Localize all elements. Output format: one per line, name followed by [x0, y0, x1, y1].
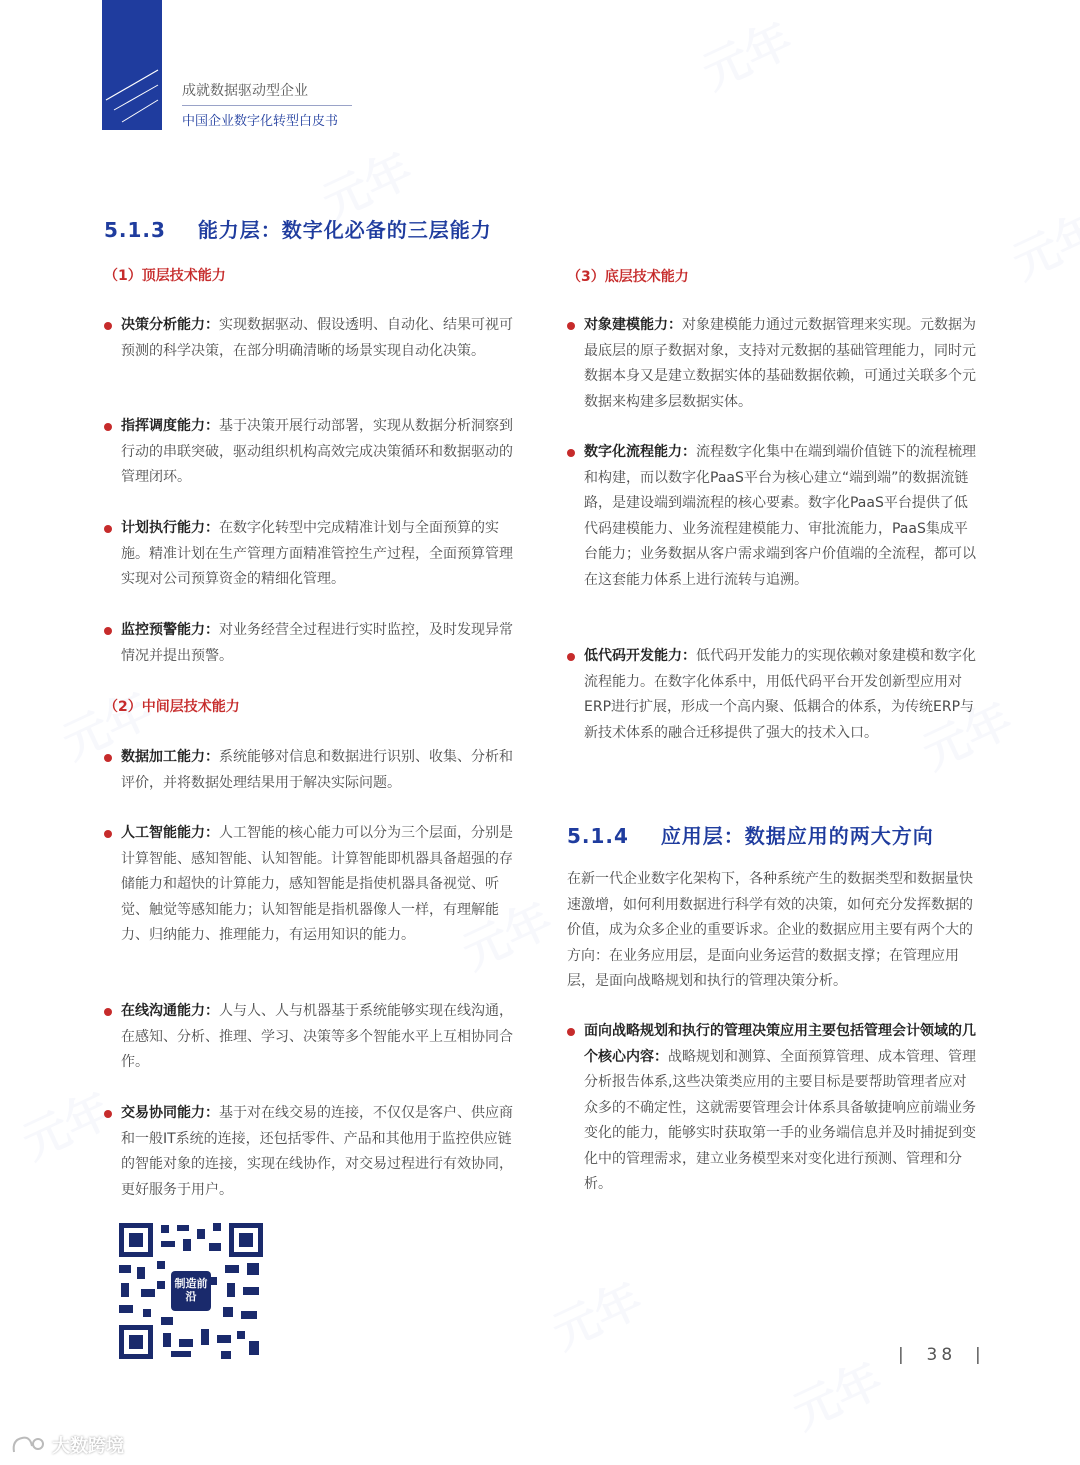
item-text: 系统能够对信息和数据进行识别、收集、分析和评价，并将数据处理结果用于解决实际问题。	[121, 749, 513, 791]
item-label: 数字化流程能力：	[584, 444, 696, 460]
list-item	[121, 745, 516, 796]
list-item	[584, 644, 979, 746]
brand-label: 大数跨境	[52, 1436, 124, 1457]
brand-logo-icon	[10, 1432, 50, 1458]
watermark	[690, 4, 801, 103]
item-label: 低代码开发能力：	[584, 648, 696, 664]
list-item	[584, 313, 979, 415]
item-text: 人与人、人与机器基于系统能够实现在线沟通，在感知、分析、推理、学习、决策等多个智能水平上互相协同合作。	[121, 1003, 513, 1070]
item-label: 在线沟通能力：	[121, 1003, 219, 1019]
item-label: 人工智能能力：	[121, 825, 219, 841]
item-text: 基于对在线交易的连接，不仅仅是客户、供应商和一般IT系统的连接，还包括零件、产品和其他用于监控供应链的智能对象的连接，实现在线协作，对交易过程进行有效协同，更好服务于用户。	[121, 1105, 513, 1198]
bullet-icon	[104, 525, 112, 533]
item-text: 在数字化转型中完成精准计划与全面预算的实施。精准计划在生产管理方面精准管控生产过程，全面预算管理实现对公司预算资金的精细化管理。	[121, 520, 513, 587]
qr-center-label: 制造前沿	[174, 1277, 208, 1303]
item-label: 交易协同能力：	[121, 1105, 219, 1121]
section-number: 5.1.4	[567, 824, 629, 848]
item-text: 基于决策开展行动部署，实现从数据分析洞察到行动的串联突破，驱动组织机构高效完成决策循环和数据驱动的管理闭环。	[121, 418, 513, 485]
list-item	[121, 821, 516, 949]
section-title: 能力层：数字化必备的三层能力	[197, 218, 492, 242]
item-text: 战略规划和测算、全面预算管理、成本管理、管理分析报告体系,这些决策类应用的主要目标是要帮助管理者应对众多的不确定性，这就需要管理会计体系具备敏捷响应前端业务变化的能力，能够实时获取第一手的业务端信息并及时捕捉到变化中的管理需求，建立业务模型来对变化进行预测、管理和分析。	[584, 1048, 976, 1192]
section-paragraph: 在新一代企业数字化架构下，各种系统产生的数据类型和数据量快速激增，如何利用数据进行科学有效的决策，如何充分发挥数据的价值，成为众多企业的重要诉求。企业的数据应用主要有两个大的方向：在业务应用层，是面向业务运营的数据支撑；在管理应用层，是面向战略规划和执行的管理决策分析。	[567, 871, 973, 989]
bullet-icon	[104, 754, 112, 762]
bullet-icon	[567, 1028, 575, 1036]
item-text: 流程数字化集中在端到端价值链下的流程梳理和构建，而以数字化PaaS平台为核心建立“端到端”的数据流链路，是建设端到端流程的核心要素。数字化PaaS平台提供了低代码建模能力、业务流程建模能力、审批流能力，PaaS集成平台能力；业务数据从客户需求端到客户价值端的全流程，都可以在这套能力体系上进行流转与追溯。	[584, 444, 976, 588]
bullet-icon	[567, 322, 575, 330]
item-text: 对象建模能力通过元数据管理来实现。元数据为最底层的原子数据对象，支持对元数据的基础管理能力，同时元数据本身又是建立数据实体的基础数据依赖，可通过关联多个元数据来构建多层数据实体。	[584, 317, 976, 410]
bullet-icon	[104, 1110, 112, 1118]
subheading-middle-layer: （2）中间层技术能力	[104, 699, 240, 715]
list-item	[121, 618, 516, 669]
page-number-value: 38	[926, 1345, 957, 1365]
watermark	[10, 1074, 121, 1173]
item-text: 人工智能的核心能力可以分为三个层面，分别是计算智能、感知智能、认知智能。计算智能即机器具备超强的存储能力和超快的计算能力，感知智能是指使机器具备视觉、听觉、触觉等感知能力；认知智能是指机器像人一样，有理解能力、归纳能力、推理能力，有运用知识的能力。	[121, 825, 513, 943]
item-label: 计划执行能力：	[121, 520, 219, 536]
section-heading-514	[567, 820, 934, 849]
section-number: 5.1.3	[104, 218, 166, 242]
section-heading-513	[104, 214, 492, 243]
header-corner-lines	[102, 0, 162, 130]
list-item	[584, 1019, 979, 1198]
list-item	[584, 440, 979, 593]
subheading-top-layer: （1）顶层技术能力	[104, 268, 226, 284]
watermark	[780, 1344, 891, 1443]
header-divider	[182, 105, 352, 106]
watermark	[1000, 194, 1080, 293]
list-item	[121, 414, 516, 491]
bullet-icon	[567, 449, 575, 457]
item-label: 指挥调度能力：	[121, 418, 219, 434]
page-number: | 38 |	[898, 1345, 985, 1365]
item-text: 实现数据驱动、假设透明、自动化、结果可视可预测的科学决策，在部分明确清晰的场景实现自动化决策。	[121, 317, 513, 359]
item-text: 对业务经营全过程进行实时监控，及时发现异常情况并提出预警。	[121, 622, 513, 664]
item-label: 面向战略规划和执行的管理决策应用主要包括管理会计领域的几个核心内容：	[584, 1023, 976, 1065]
bullet-icon	[104, 322, 112, 330]
list-item	[121, 999, 516, 1076]
item-label: 监控预警能力：	[121, 622, 219, 638]
item-label: 对象建模能力：	[584, 317, 682, 333]
bullet-icon	[567, 653, 575, 661]
bullet-icon	[104, 627, 112, 635]
item-text: 低代码开发能力的实现依赖对象建模和数字化流程能力。在数字化体系中，用低代码平台开发创新型应用对ERP进行扩展，形成一个高内聚、低耦合的体系，为传统ERP与新技术体系的融合迁移提供了强大的技术入口。	[584, 648, 976, 741]
list-item	[121, 516, 516, 593]
list-item	[121, 1101, 516, 1203]
item-label: 决策分析能力：	[121, 317, 219, 333]
watermark	[540, 1264, 651, 1363]
header-title: 成就数据驱动型企业	[182, 83, 308, 99]
list-item	[121, 313, 516, 364]
bullet-icon	[104, 830, 112, 838]
header-subtitle: 中国企业数字化转型白皮书	[182, 114, 339, 129]
section-title: 应用层：数据应用的两大方向	[660, 824, 934, 848]
subheading-bottom-layer: （3）底层技术能力	[567, 269, 689, 285]
bullet-icon	[104, 423, 112, 431]
item-label: 数据加工能力：	[121, 749, 219, 765]
bullet-icon	[104, 1008, 112, 1016]
